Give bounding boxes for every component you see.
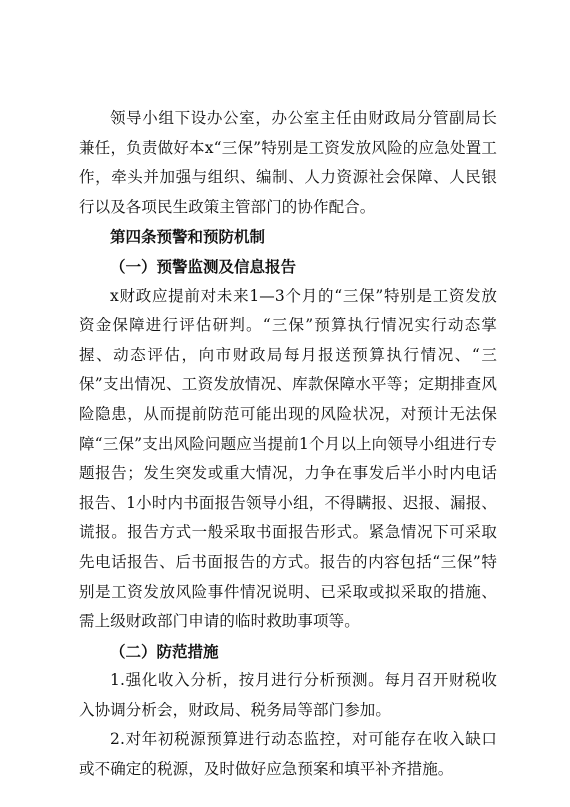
paragraph-measure-two: 2.对年初税源预算进行动态监控，对可能存在收入缺口或不确定的税源，及时做好应急预案和填平补齐措施。 [79, 730, 497, 779]
article-four-heading: 第四条预警和预防机制 [110, 227, 266, 247]
paragraph-office-duties: 领导小组下设办公室，办公室主任由财政局分管副局长兼任，负责做好本x“三保”特别是工资发放风险的应急处置工作，牵头并加强与组织、编制、人力资源社会保障、人民银行以及各项民生政策主管部门的协作配合。 [79, 109, 497, 216]
document-body [79, 104, 497, 785]
paragraph-warning-monitoring: x财政应提前对未来1—3个月的“三保”特别是工资发放资金保障进行评估研判。“三保”预算执行情况实行动态掌握、动态评估，向市财政局每月报送预算执行情况、“三保”支出情况、工资发放情况、库款保障水平等；定期排查风险隐患，从而提前防范可能出现的风险状况，对预计无法保障“三保”支出风险问题应当提前1个月以上向领导小组进行专题报告；发生突发或重大情况，力争在事发后半小时内电话报告、1小时内书面报告领导小组，不得瞒报、迟报、漏报、谎报。报告方式一般采取书面报告形式。紧急情况下可采取先电话报告、后书面报告的方式。报告的内容包括“三保”特别是工资发放风险事件情况说明、已采取或拟采取的措施、需上级财政部门申请的临时救助事项等。 [79, 286, 497, 631]
paragraph-measure-one: 1.强化收入分析，按月进行分析预测。每月召开财税收入协调分析会，财政局、税务局等部门参加。 [79, 671, 497, 719]
section-two-heading: （二）防范措施 [110, 641, 219, 661]
section-one-heading: （一）预警监测及信息报告 [110, 256, 297, 276]
